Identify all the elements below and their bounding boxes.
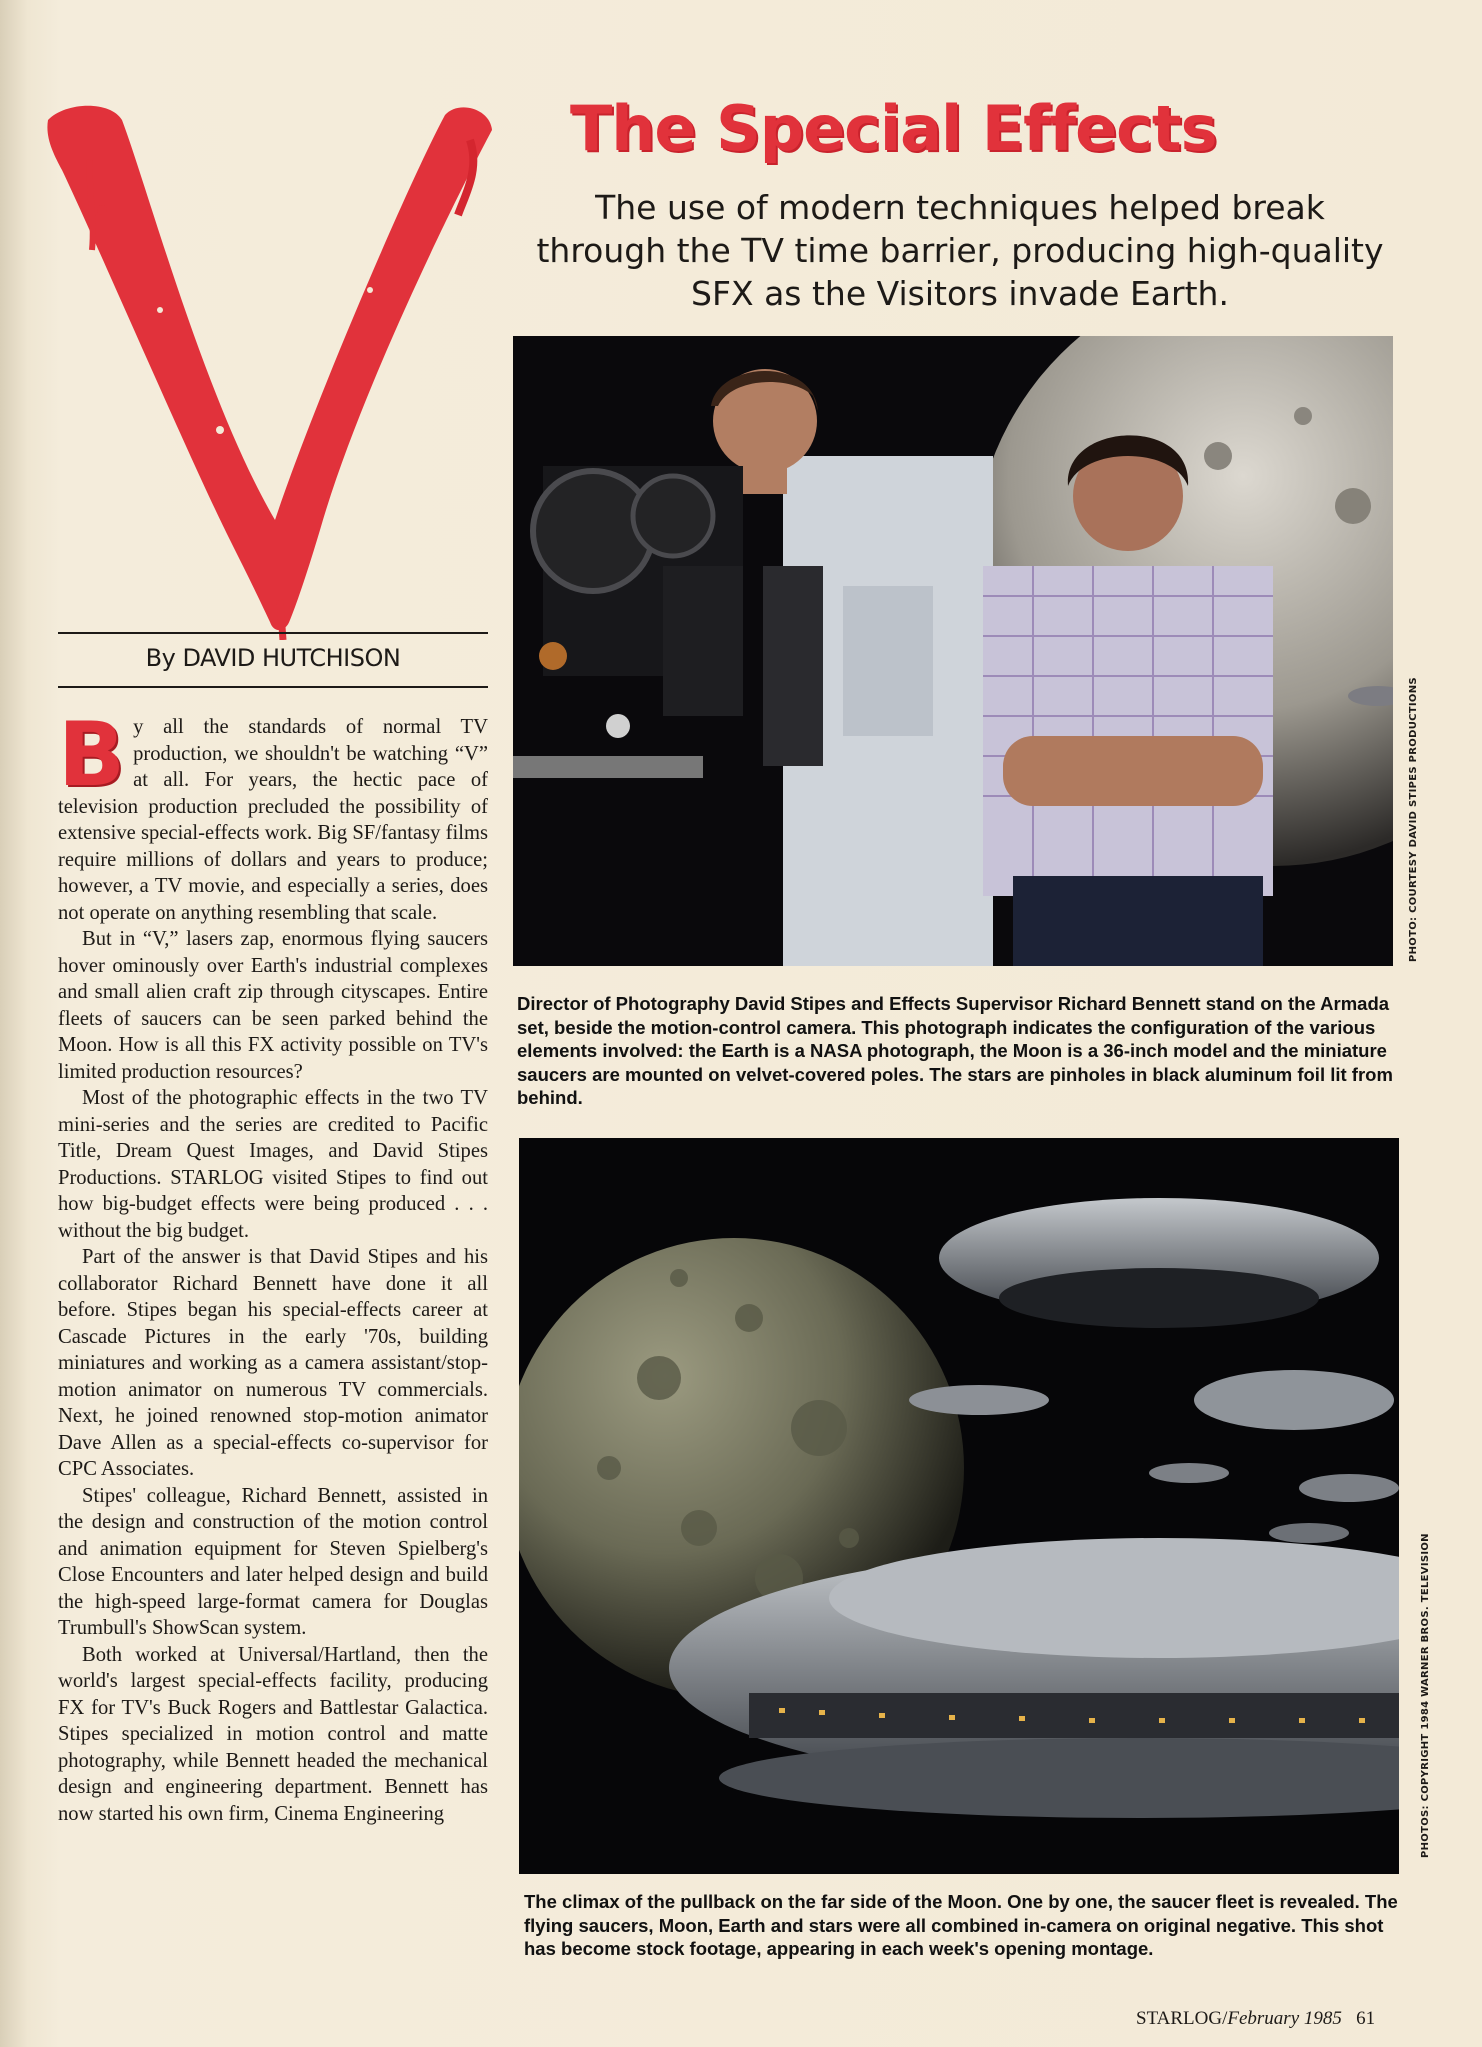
photo-crew-illustration <box>513 336 1393 966</box>
photo-saucer-fleet <box>519 1138 1399 1874</box>
paragraph-1-text: y all the standards of normal TV production, we shouldn't be watching “V” at all. For years, the hectic pace of television production precluded the possibility of extensive special-effects work. Big SF/fantasy films require millions of dollars and years to produce; however, a TV movie, and especially a series, does not operate on anything resembling that scale. <box>58 716 488 924</box>
paragraph-3: Most of the photographic effects in the two TV mini-series and the series are credited to Pacific Title, Dream Quest Images, and David Stipes Productions. STARLOG visited Stipes to find out how big-budget effects were being produced . . . without the big budget. <box>58 1087 488 1242</box>
photo-saucer-illustration <box>519 1138 1399 1874</box>
photo-1-caption: Director of Photography David Stipes and Effects Supervisor Richard Bennett stand on the Armada set, beside the motion-control camera. This photograph indicates the configuration of the various elements involved: the Earth is a NASA photograph, the Moon is a 36-inch model and the miniature saucers are mounted on velvet-covered poles. The stars are pinholes in black aluminum foil lit from behind. <box>517 993 1393 1108</box>
photo-crew-on-set <box>513 336 1393 966</box>
byline: By DAVID HUTCHISON <box>145 644 401 672</box>
subheadline: The use of modern techniques helped break through the TV time barrier, producing high-quality SFX as the Visitors invade Earth. <box>536 188 1384 313</box>
photo-2-caption: The climax of the pullback on the far side of the Moon. One by one, the saucer fleet is revealed. The flying saucers, Moon, Earth and stars were all combined in-camera on original negative. This shot has become stock footage, appearing in each week's opening montage. <box>524 1891 1398 1959</box>
paragraph-6: Both worked at Universal/Hartland, then the world's largest special-effects facility, producing FX for TV's Buck Rogers and Battlestar Galactica. Stipes specialized in motion control and matte photography, while Bennett headed the mechanical design and engineering department. Bennett has now started his own firm, Cinema Engineering <box>58 1643 488 1825</box>
photo-1-credit: PHOTO: COURTESY DAVID STIPES PRODUCTIONS <box>1408 677 1419 962</box>
drop-cap: B <box>58 703 126 806</box>
footer-issue: February 1985 <box>1227 2008 1342 2029</box>
paragraph-1 <box>58 703 488 926</box>
byline-box <box>58 632 488 688</box>
v-logo-graphic <box>40 100 510 640</box>
page-footer <box>1136 2008 1375 2030</box>
paragraph-4: Part of the answer is that David Stipes and his collaborator Richard Bennett have done it all before. Stipes began his special-effects career at Cascade Pictures in the early '70s, building miniatures and working as a camera assistant/stop-motion animator on numerous TV commercials. Next, he joined renowned stop-motion animator Dave Allen as a special-effects co-supervisor for CPC Associates. <box>58 1246 488 1480</box>
photo-2-credit: PHOTOS: COPYRIGHT 1984 WARNER BROS. TELEVISION <box>1420 1533 1431 1858</box>
paragraph-5: Stipes' colleague, Richard Bennett, assisted in the design and construction of the motion control and animation equipment for Steven Spielberg's Close Encounters and later helped design and build the high-speed large-format camera for Douglas Trumbull's ShowScan system. <box>58 1484 488 1639</box>
article-body <box>58 703 488 1827</box>
v-logo <box>40 100 510 640</box>
paragraph-2: But in “V,” lasers zap, enormous flying saucers hover ominously over Earth's industrial complexes and small alien craft zip through cityscapes. Entire fleets of saucers can be seen parked behind the Moon. How is all this FX activity possible on TV's limited production resources? <box>58 928 488 1083</box>
page-number: 61 <box>1356 2008 1376 2029</box>
headline: The Special Effects <box>570 92 1217 165</box>
footer-magazine: STARLOG/ <box>1136 2008 1228 2029</box>
